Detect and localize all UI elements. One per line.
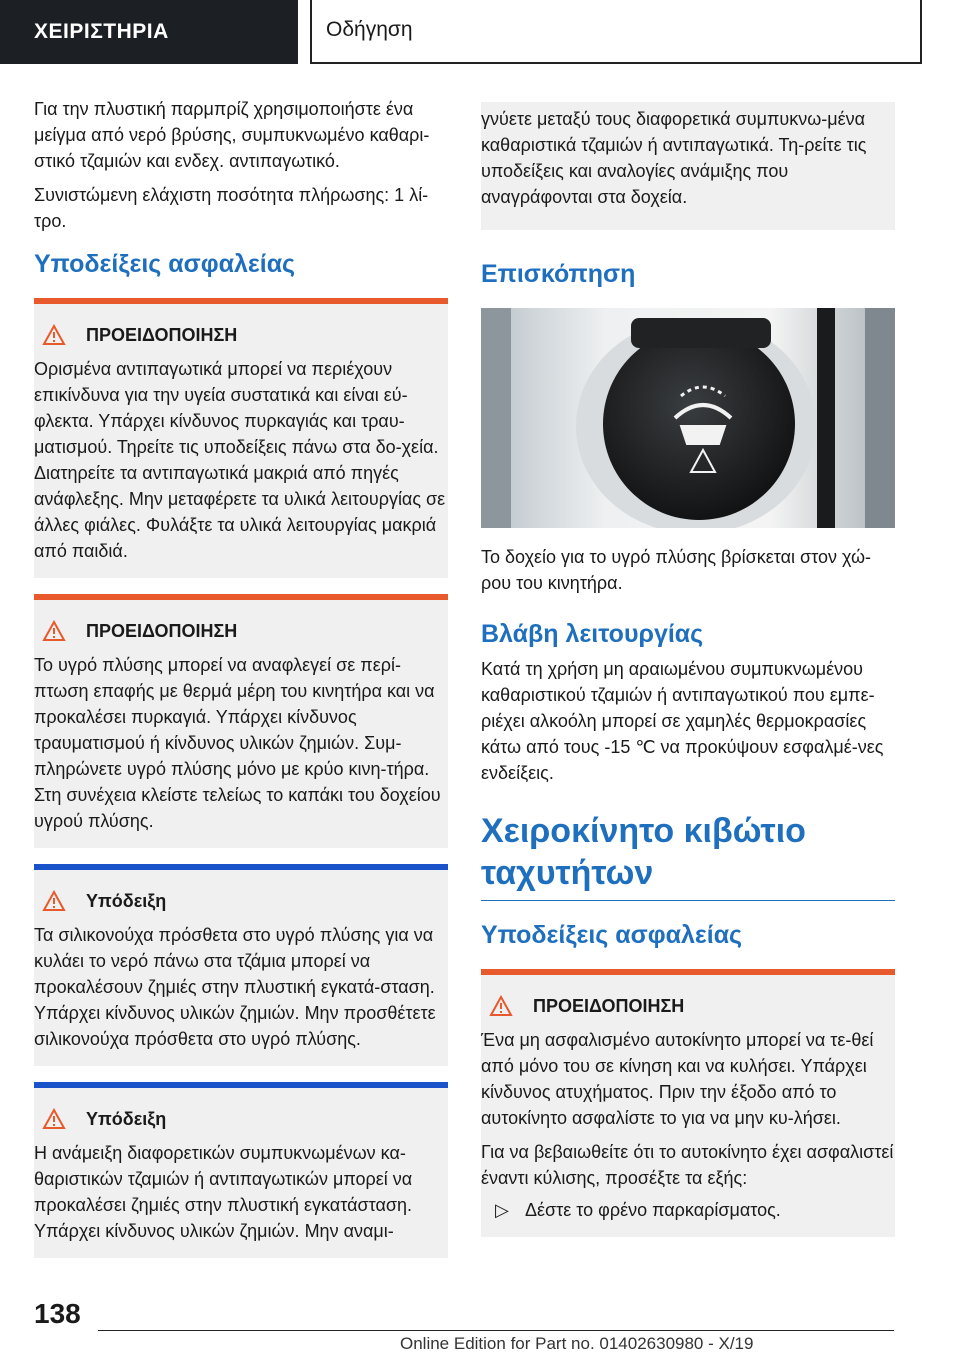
section-tab [0, 0, 298, 64]
warning-box-1 [34, 298, 448, 578]
note-title: Υπόδειξη [86, 1108, 167, 1129]
warning-box-2 [34, 594, 448, 848]
gearbox-safety-heading: Υποδείξεις ασφαλείας [481, 921, 743, 949]
warning-text-2: Για να βεβαιωθείτε ότι το αυτοκίνητο έχει ασφαλιστεί έναντι κύλισης, προσέξτε τα εξής: [481, 1142, 894, 1188]
overview-heading: Επισκόπηση [481, 260, 636, 288]
warning-triangle-icon [489, 995, 513, 1017]
warning-triangle-icon [42, 324, 66, 346]
warning-title: ΠΡΟΕΙΔΟΠΟΙΗΣΗ [86, 324, 238, 345]
warning-triangle-icon [42, 620, 66, 642]
note-text: Τα σιλικονούχα πρόσθετα στο υγρό πλύσης για να κυλάει το νερό πάνω στα τζάμια μπορεί να προκαλέσουν ζημιές στην πλυστική εγκατά-σταση. Υπάρχει κίνδυνος υλικών ζημιών. Μην προσθέτετε σιλικονούχα πρόσθετα στο υγρό πλύσης. [34, 925, 436, 1049]
warning-triangle-icon [42, 1108, 66, 1130]
warning-title: ΠΡΟΕΙΔΟΠΟΙΗΣΗ [533, 995, 685, 1016]
warning-text: Ένα μη ασφαλισμένο αυτοκίνητο μπορεί να τε-θεί από μόνο του σε κίνηση και να κυλήσει. Υπάρχει κίνδυνος ατυχήματος. Πριν την έξοδο από το αυτοκίνητο ασφαλίστε το για να μην κυ-λήσει. [481, 1030, 874, 1128]
page-number: 138 [34, 1298, 81, 1329]
list-item-text: Δέστε το φρένο παρκαρίσματος. [525, 1200, 781, 1220]
list-item [481, 1197, 895, 1223]
continued-note-box [481, 102, 895, 230]
warning-text: Το υγρό πλύσης μπορεί να αναφλεγεί σε περί-πτωση επαφής με θερμά μέρη του κινητήρα και να προκαλέσει πυρκαγιά. Υπάρχει κίνδυνος τραυματισμού ή κίνδυνος υλικών ζημιών. Συμ-πληρώνετε υγρό πλύσης μόνο με κρύο κινη-τήρα. Στη συνέχεια κλείστε τελείως το καπάκι του δοχείου υγρού πλύσης. [34, 655, 441, 831]
warning-triangle-icon [42, 890, 66, 912]
gearbox-heading: Χειροκίνητο κιβώτιο ταχυτήτων [481, 812, 806, 892]
chapter-tab [310, 0, 922, 64]
section-title: ΧΕΙΡΙΣΤΗΡΙΑ [34, 20, 169, 43]
warning-text: Ορισμένα αντιπαγωτικά μπορεί να περιέχουν επικίνδυνα για την υγεία συστατικά και είναι εύ-φλεκτα. Υπάρχει κίνδυνος πυρκαγιάς και τραυ-ματισμού. Τηρείτε τις υποδείξεις πάνω στα δο-χεία. Διατηρείτε τα αντιπαγωτικά μακριά από πηγές ανάφλεξης. Μην μεταφέρετε τα υλικά λειτουργίας σε άλλες φιάλες. Φυλάξτε τα υλικά λειτουργίας μακριά από παιδιά. [34, 359, 446, 561]
heading-rule [481, 900, 895, 901]
safety-heading: Υποδείξεις ασφαλείας [34, 250, 296, 278]
right-column [481, 102, 895, 1253]
continued-note-text: γνύετε μεταξύ τους διαφορετικά συμπυκνω-μένα καθαριστικά τζαμιών ή αντιπαγωτικά. Τη-ρείτε τις υποδείξεις και αναλογίες ανάμιξης που αναγράφονται στα δοχεία. [481, 109, 867, 207]
chapter-title: Οδήγηση [326, 18, 413, 41]
fill-quantity-paragraph: Συνιστώμενη ελάχιστη ποσότητα πλήρωσης: 1 λί-τρο. [34, 185, 429, 231]
left-column [34, 96, 448, 1274]
warning-title: ΠΡΟΕΙΔΟΠΟΙΗΣΗ [86, 620, 238, 641]
malfunction-text: Κατά τη χρήση μη αραιωμένου συμπυκνωμένου καθαριστικού τζαμιών ή αντιπαγωτικού που εμπε-ριέχει αλκοόλη μπορεί σε χαμηλές θερμοκρασίες κάτω από τους -15 ℃ να προκύψουν εσφαλμέ-νες ενδείξεις. [481, 659, 884, 783]
photo-caption: Το δοχείο για το υγρό πλύσης βρίσκεται στον χώ-ρου του κινητήρα. [481, 547, 872, 593]
note-box-1 [34, 864, 448, 1066]
malfunction-heading: Βλάβη λειτουργίας [481, 620, 704, 648]
footer-edition: Online Edition for Part no. 01402630980 - X/19 [400, 1334, 754, 1353]
note-text: Η ανάμειξη διαφορετικών συμπυκνωμένων κα-θαριστικών τζαμιών ή αντιπαγωτικών μπορεί να προκαλέσει ζημιές στην πλυστική εγκατάσταση. Υπάρχει κίνδυνος υλικών ζημιών. Μην αναμι- [34, 1143, 413, 1241]
reservoir-photo-graphic [481, 308, 895, 528]
note-box-2 [34, 1082, 448, 1258]
washer-fluid-cap-photo [481, 308, 895, 528]
intro-paragraph: Για την πλυστική παρμπρίζ χρησιμοποιήστε ένα μείγμα από νερό βρύσης, συμπυκνωμένο καθαρι-στικό τζαμιών και ενδεχ. αντιπαγωτικό. [34, 99, 430, 171]
footer-rule [98, 1330, 894, 1331]
warning-box-3 [481, 969, 895, 1237]
bullet-triangle-icon: ▷ [495, 1200, 509, 1220]
note-title: Υπόδειξη [86, 890, 167, 911]
